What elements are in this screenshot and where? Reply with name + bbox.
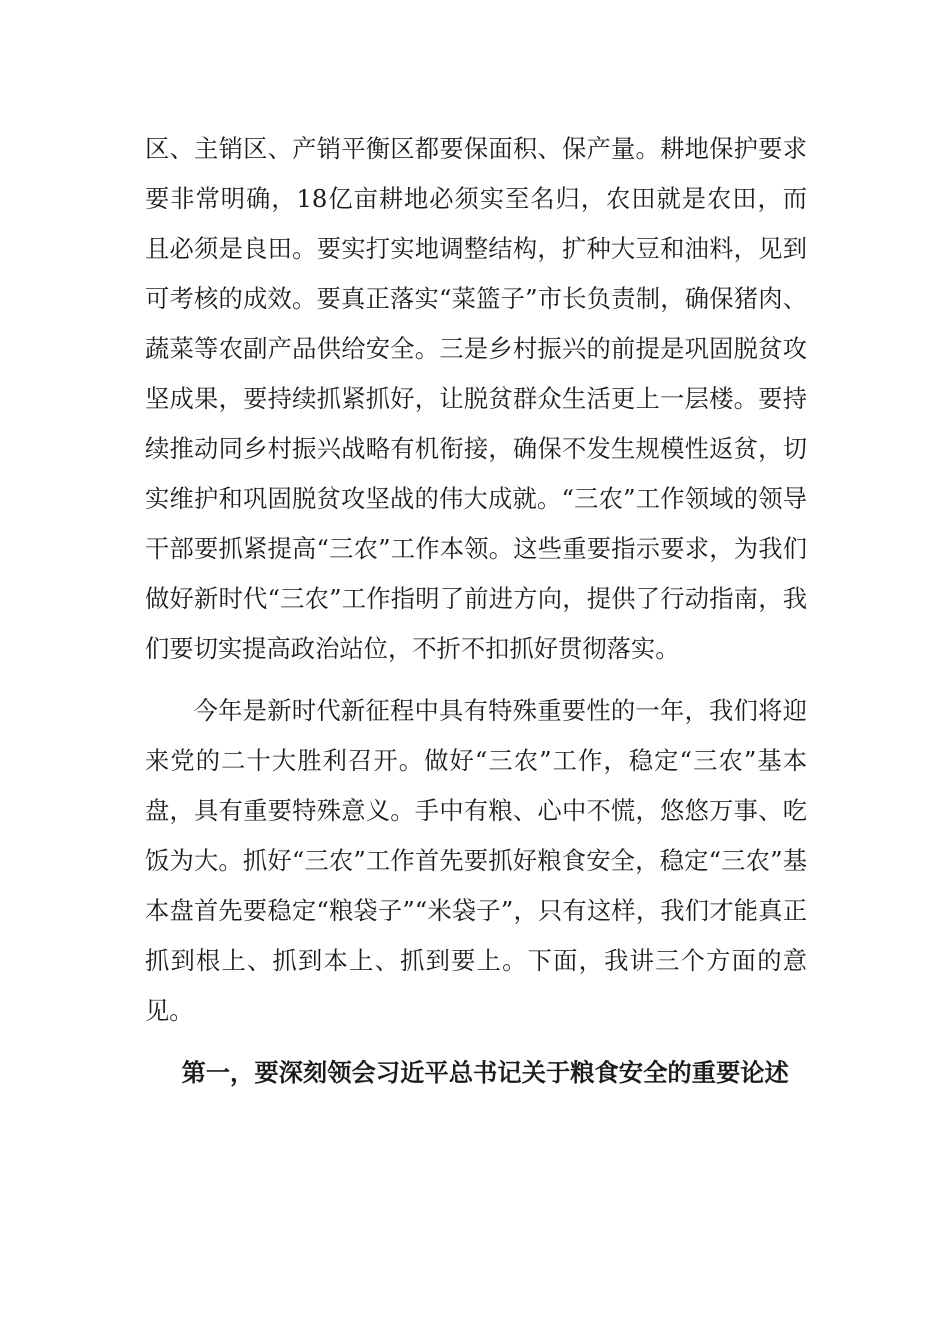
paragraph-intro: 今年是新时代新征程中具有特殊重要性的一年，我们将迎来党的二十大胜利召开。做好“三农”工作，稳定“三农”基本盘，具有重要特殊意义。手中有粮、心中不慌，悠悠万事、吃饭为大。抓好“三农”工作首先要抓好粮食安全，稳定“三农”基本盘首先要稳定“粮袋子”“米袋子”，只有这样，我们才能真正抓到根上、抓到本上、抓到要上。下面，我讲三个方面的意见。 bbox=[145, 696, 807, 1025]
section-heading: 第一，要深刻领会习近平总书记关于粮食安全的重要论述 bbox=[181, 1058, 789, 1087]
document-page bbox=[145, 124, 807, 1098]
paragraph-continuation: 区、主销区、产销平衡区都要保面积、保产量。耕地保护要求要非常明确，18亿亩耕地必须实至名归，农田就是农田，而且必须是良田。要实打实地调整结构，扩种大豆和油料，见到可考核的成效。要真正落实“菜篮子”市长负责制，确保猪肉、蔬菜等农副产品供给安全。三是乡村振兴的前提是巩固脱贫攻坚成果，要持续抓紧抓好，让脱贫群众生活更上一层楼。要持续推动同乡村振兴战略有机衔接，确保不发生规模性返贫，切实维护和巩固脱贫攻坚战的伟大成就。“三农”工作领域的领导干部要抓紧提高“三农”工作本领。这些重要指示要求，为我们做好新时代“三农”工作指明了前进方向，提供了行动指南，我们要切实提高政治站位，不折不扣抓好贯彻落实。 bbox=[145, 134, 807, 663]
